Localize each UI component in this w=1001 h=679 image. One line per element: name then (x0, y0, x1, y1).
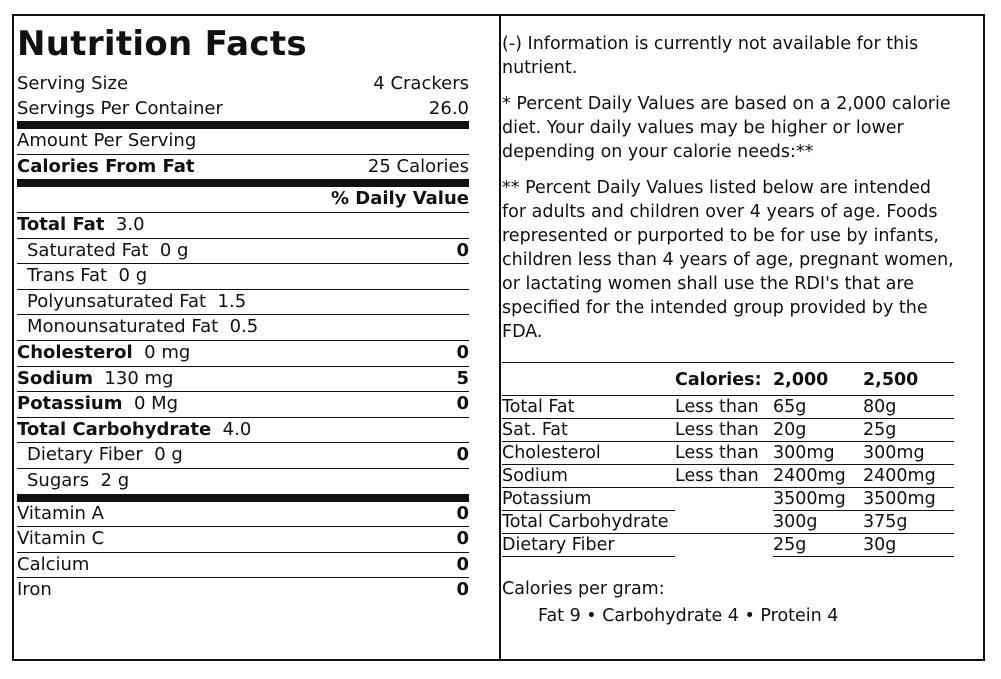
vitamin-name: Vitamin C (17, 528, 105, 550)
nutrient-amount: 3.0 (115, 213, 145, 235)
rdi-col-2000: 2,000 (773, 370, 829, 390)
rdi-nutrient: Sat. Fat (502, 419, 675, 442)
nutrient-amount: 2 g (100, 469, 130, 491)
nutrient-dv: 0 (456, 341, 469, 363)
nutrient-name: Saturated Fat (27, 239, 149, 261)
nutrient-row-total-carbohydrate (17, 418, 469, 444)
servings-per-container-row (17, 97, 469, 122)
rdi-value-2500: 300mg (863, 442, 954, 465)
nutrient-amount: 0.5 (229, 316, 259, 338)
rdi-qualifier (675, 534, 773, 557)
vitamin-dv: 0 (456, 502, 469, 524)
nutrient-row-dietary-fiber (17, 443, 469, 469)
thick-rule (17, 179, 469, 187)
rdi-value-2500: 30g (863, 534, 954, 557)
nutrient-name: Trans Fat (27, 265, 108, 287)
vitamin-row-calcium (17, 553, 469, 579)
vitamin-dv: 0 (456, 553, 469, 575)
vitamin-row-iron (17, 578, 469, 603)
calories-per-gram-detail: Fat 9 • Carbohydrate 4 • Protein 4 (538, 606, 839, 626)
nutrient-amount: 0 Mg (133, 393, 179, 415)
servings-per-container-value: 26.0 (428, 97, 469, 119)
serving-size-label: Serving Size (17, 73, 129, 94)
rdi-nutrient: Total Carbohydrate (502, 511, 773, 534)
nutrient-name: Polyunsaturated Fat (27, 290, 207, 312)
nutrient-name: Monounsaturated Fat (27, 316, 219, 338)
rdi-value-2000: 2400mg (773, 465, 863, 488)
amount-per-serving-label: Amount Per Serving (17, 130, 197, 152)
rdi-value-2500: 80g (863, 396, 954, 419)
not-available-note: (-) Information is currently not available for this nutrient. (502, 34, 919, 78)
vitamin-row-vitamin-c (17, 527, 469, 553)
rdi-value-2000: 3500mg (773, 488, 863, 511)
nutrient-row-sugars (17, 469, 469, 494)
footnotes-column (502, 32, 956, 628)
rdi-qualifier (675, 488, 773, 511)
rdi-row (502, 488, 954, 511)
nutrition-facts-title: Nutrition Facts (17, 24, 307, 64)
vitamin-row-vitamin-a (17, 502, 469, 528)
nutrient-row-potassium (17, 392, 469, 418)
rdi-nutrient: Dietary Fiber (502, 534, 675, 557)
nutrition-facts-label (17, 24, 469, 603)
nutrient-amount: 0 mg (144, 341, 191, 363)
nutrient-row-polyunsaturated-fat (17, 290, 469, 316)
rdi-header-row (502, 363, 954, 396)
vitamin-name: Vitamin A (17, 502, 104, 524)
rdi-value-2500: 375g (863, 511, 954, 534)
rdi-value-2500: 25g (863, 419, 954, 442)
serving-size-value: 4 Crackers (373, 73, 469, 94)
rdi-value-2000: 20g (773, 419, 863, 442)
vitamin-name: Iron (17, 579, 52, 601)
rdi-row (502, 442, 954, 465)
nutrient-row-saturated-fat (17, 239, 469, 265)
servings-per-container-label: Servings Per Container (17, 97, 223, 119)
rdi-nutrient: Sodium (502, 465, 675, 488)
rdi-nutrient: Cholesterol (502, 442, 675, 465)
rdi-value-2000: 25g (773, 534, 863, 557)
nutrient-dv: 0 (456, 444, 469, 466)
nutrient-dv: 0 (456, 239, 469, 261)
thick-rule (17, 121, 469, 129)
column-divider (499, 16, 501, 659)
nutrient-name: Sodium (17, 367, 93, 389)
nutrient-amount: 0 g (118, 265, 148, 287)
rdi-row (502, 465, 954, 488)
rdi-qualifier: Less than (675, 465, 773, 488)
nutrient-row-sodium (17, 367, 469, 393)
calories-from-fat-value: 25 Calories (367, 155, 469, 177)
nutrient-name: Sugars (27, 469, 90, 491)
calories-per-gram-label: Calories per gram: (502, 579, 665, 599)
percent-daily-values-note: * Percent Daily Values are based on a 2,000 calorie diet. Your daily values may be higher or lower depending on your calorie needs:** (502, 94, 951, 162)
rdi-nutrient: Potassium (502, 488, 675, 511)
nutrient-name: Potassium (17, 393, 123, 415)
rdi-col-2500: 2,500 (863, 370, 919, 390)
nutrient-amount: 0 g (159, 239, 189, 261)
nutrient-name: Total Fat (17, 213, 105, 235)
rdi-value-2500: 2400mg (863, 465, 954, 488)
rdi-qualifier: Less than (675, 396, 773, 419)
thick-rule (17, 494, 469, 502)
rdi-value-2000: 300g (773, 511, 863, 534)
nutrient-name: Total Carbohydrate (17, 418, 212, 440)
nutrient-name: Dietary Fiber (27, 444, 143, 466)
nutrient-amount: 0 g (154, 444, 183, 466)
nutrient-row-monounsaturated-fat (17, 315, 469, 341)
nutrient-amount: 4.0 (222, 418, 252, 440)
calories-from-fat-row (17, 155, 469, 180)
rdi-row (502, 419, 954, 442)
rdi-row (502, 534, 954, 557)
rdi-value-2500: 3500mg (863, 488, 954, 511)
calories-from-fat-label: Calories From Fat (17, 155, 195, 177)
nutrient-amount: 130 mg (104, 367, 174, 389)
nutrient-row-cholesterol (17, 341, 469, 367)
percent-daily-values-listed-note: ** Percent Daily Values listed below are intended for adults and children over 4 years of age. Foods represented or purported to be for use by infants, children less than 4 years of age, pregnant women, or lactating women shall use the RDI's that are specified for the intended group provided by the FDA. (502, 178, 954, 342)
rdi-qualifier: Less than (675, 419, 773, 442)
amount-per-serving-row (17, 129, 469, 155)
nutrient-dv: 0 (456, 393, 469, 415)
rdi-nutrient: Total Fat (502, 396, 675, 419)
rdi-value-2000: 300mg (773, 442, 863, 465)
serving-size-row (17, 72, 469, 97)
rdi-row (502, 396, 954, 419)
nutrient-row-total-fat (17, 213, 469, 239)
nutrient-name: Cholesterol (17, 341, 133, 363)
rdi-table (502, 362, 954, 557)
daily-value-header: % Daily Value (17, 187, 469, 213)
rdi-calories-label: Calories: (675, 370, 762, 390)
vitamin-dv: 0 (456, 528, 469, 550)
rdi-row (502, 511, 954, 534)
nutrient-amount: 1.5 (217, 290, 247, 312)
rdi-qualifier: Less than (675, 442, 773, 465)
rdi-value-2000: 65g (773, 396, 863, 419)
nutrient-dv: 5 (456, 367, 469, 389)
vitamin-dv: 0 (456, 579, 469, 601)
vitamin-name: Calcium (17, 553, 90, 575)
nutrient-row-trans-fat (17, 264, 469, 290)
